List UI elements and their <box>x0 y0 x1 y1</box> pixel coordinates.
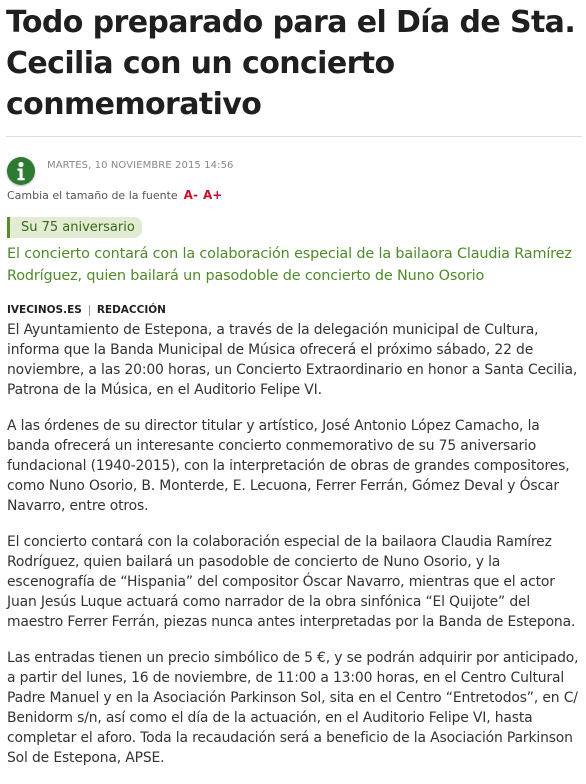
paragraph: A las órdenes de su director titular y artístico, José Antonio López Camacho, la banda ofrecerá un interesante concierto conmemorativo de su 75 aniversario fundacional (1940-2015), con la interpretación de obras de grandes compositores, como Nuno Osorio, B. Monterde, E. Lecuona, Ferrer Ferrán, Gómez Deval y Óscar Navarro, entre otros. <box>7 418 570 514</box>
source-label: IVECINOS.ES <box>7 304 82 316</box>
font-size-label: Cambia el tamaño de la fuente <box>7 189 178 202</box>
paragraph: El Ayuntamiento de Estepona, a través de la delegación municipal de Cultura, informa que la Banda Municipal de Música ofrecerá el próximo sábado, 22 de noviembre, a las 20:00 horas, un Concierto Extraordinario en honor a Santa Cecilia, Patrona de la Música, en el Auditorio Felipe VI. <box>7 322 578 398</box>
font-size-control <box>7 188 222 202</box>
byline-separator <box>89 305 90 316</box>
font-increase-button[interactable]: A+ <box>202 188 223 202</box>
paragraph: El concierto contará con la colaboración especial de la bailaora Claudia Ramírez Rodríguez, quien bailará un pasodoble de concierto de Nuno Osorio, y la escenografía de “Hispania” del compositor Óscar Navarro, mientras que el actor Juan Jesús Luque actuará como narrador de la obra sinfónica “El Quijote” del maestro Ferrer Ferrán, piezas nunca antes interpretadas por la Banda de Estepona. <box>7 534 576 630</box>
article-title: Todo preparado para el Día de Sta. Cecilia con un concierto conmemorativo <box>6 5 576 122</box>
paragraph: Las entradas tienen un precio simbólico de 5 €, y se podrán adquirir por anticipado, a partir del lunes, 16 de noviembre, de 11:00 a 13:00 horas, en el Centro Cultural Padre Manuel y en la Asociación Parkinson Sol, sita en el Centro “Entretodos”, en C/ Benidorm s/n, así como el día de la actuación, en el Auditorio Felipe VI, hasta completar el aforo. Toda la recaudación será a beneficio de la Asociación Parkinson Sol de Estepona, APSE. <box>7 650 579 766</box>
byline <box>7 304 166 316</box>
author-label: REDACCIÓN <box>96 304 166 316</box>
font-decrease-button[interactable]: A- <box>183 188 198 202</box>
divider <box>6 136 582 137</box>
publish-date: MARTES, 10 NOVIEMBRE 2015 14:56 <box>47 160 234 171</box>
info-icon <box>7 157 35 185</box>
article-subtitle: El concierto contará con la colaboración especial de la bailaora Claudia Ramírez Rodríguez, quien bailará un pasodoble de concierto de Nuno Osorio <box>7 246 572 284</box>
topic-tag[interactable]: Su 75 aniversario <box>7 217 142 238</box>
article-body <box>7 320 582 784</box>
